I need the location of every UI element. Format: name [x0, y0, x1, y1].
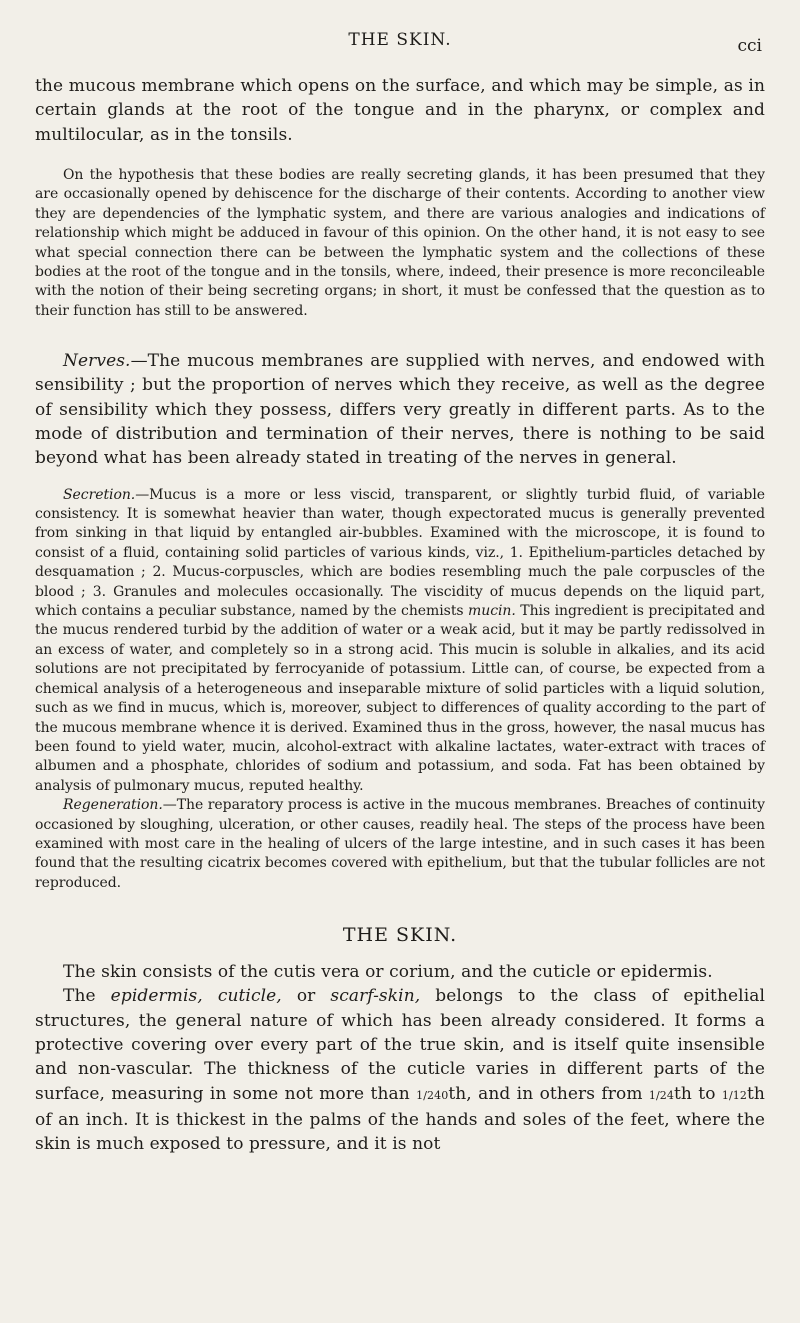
paragraph-hypothesis: On the hypothesis that these bodies are really secreting glands, it has been presumed that they are occasionally opened by dehiscence for the discharge of their contents. According to another view they are dependencies of the lymphatic system, and there are various analogies and indications of relationship which might be adduced in favour of this opinion. On the other hand, it is not easy to see what special connection there can be between the lymphatic system and the collections of these bodies at the root of the tongue and in the tonsils, where, indeed, their presence is more reconcileable with the notion of their being secreting organs; in short, it must be confessed that the question as to their function has still to be answered. — [35, 166, 765, 319]
secretion-text-b: This ingredient is precipitated and the mucus rendered turbid by the addition of water or a weak acid, but it may be partly redissolved in an excess of water, and completely so in a strong acid. This mucin is soluble in alkalies, and its acid solutions are not precipitated by ferrocyanide of potassium. Little can, of course, be expected from a chemical analysis of a heterogeneous and inseparable mixture of solid particles with a liquid solution, such as we find in mucus, which is, moreover, subject to differences of quality according to the part of the mucous membrane whence it is derived. Examined thus in the gross, however, the nasal mucus has been found to yield water, mucin, alcohol-extract with alkaline lactates, water-extract with traces of albumen and a phosphate, chlorides of sodium and potassium, and soda. Fat has been obtained by analysis of pulmonary mucus, reputed healthy. — [35, 603, 765, 794]
text-fragment: th to — [674, 1083, 716, 1104]
paragraph-epidermis — [35, 984, 765, 1156]
fraction: 1/24 — [648, 1088, 674, 1102]
term-mucin: mucin. — [468, 603, 516, 620]
nerves-text: —The mucous membranes are supplied with nerves, and endowed with sensibility ; but the proportion of nerves which they receive, as well as the degree of sensibility which they possess, differs very greatly in different parts. As to the mode of distribution and termination of their nerves, there is nothing to be said beyond what has been already stated in treating of the nerves in general. — [35, 351, 765, 469]
paragraph-skin-intro: The skin consists of the cutis vera or corium, and the cuticle or epidermis. — [63, 962, 713, 983]
fraction: 1/240 — [416, 1088, 449, 1102]
secretion-heading: Secretion. — [63, 486, 136, 503]
paragraph-secretion — [35, 486, 765, 797]
section-heading: THE SKIN. — [342, 924, 458, 947]
text-fragment: belongs to the class of epithelial structures, the general nature of which has been already considered. It forms a protective covering over every part of the true skin, and is itself quite insensible and non-vascular. The thickness of the cuticle varies in different parts of the surface, measuring in some not more than — [35, 986, 765, 1104]
paragraph-nerves — [35, 349, 765, 470]
paragraph-regeneration — [35, 796, 765, 893]
regeneration-heading: Regeneration. — [63, 797, 163, 814]
running-header: THE SKIN. — [348, 30, 452, 50]
text-fragment: th, and in others from — [448, 1083, 643, 1104]
page-number: cci — [737, 36, 762, 56]
fraction: 1/12 — [721, 1088, 747, 1102]
term-scarf-skin: scarf-skin, — [330, 986, 421, 1007]
term-cuticle: cuticle, — [217, 986, 282, 1007]
paragraph-mucous-membrane: the mucous membrane which opens on the surface, and which may be simple, as in certain glands at the root of the tongue and in the pharynx, or complex and multilocular, as in the tonsils. — [35, 76, 765, 145]
page-body — [35, 74, 765, 1157]
regeneration-text: —The reparatory process is active in the mucous membranes. Breaches of continuity occasioned by sloughing, ulceration, or other causes, readily heal. The steps of the process have been examined with most care in the healing of ulcers of the large intestine, and in such cases it has been found that the resulting cicatrix becomes covered with epithelium, but that the tubular follicles are not reproduced. — [35, 797, 765, 891]
text-fragment: or — [296, 986, 316, 1007]
secretion-text-a: —Mucus is a more or less viscid, transparent, or slightly turbid fluid, of variable consistency. It is somewhat heavier than water, though expectorated mucus is generally prevented from sinking in that liquid by entangled air-bubbles. Examined with the microscope, it is found to consist of a fluid, containing solid particles of various kinds, viz., 1. Epithelium-particles detached by desquamation ; 2. Mucus-corpuscles, which are bodies resembling much the pale corpuscles of the blood ; 3. Granules and molecules occasionally. The viscidity of mucus depends on the liquid part, which contains a peculiar substance, named by the chemists — [35, 486, 765, 620]
text-fragment: th of an inch. It is thickest in the palms of the hands and soles of the feet, where the skin is much exposed to pressure, and it is not — [35, 1083, 765, 1155]
text-fragment: The — [63, 986, 96, 1007]
term-epidermis: epidermis, — [110, 986, 203, 1007]
nerves-heading: Nerves. — [63, 351, 131, 372]
